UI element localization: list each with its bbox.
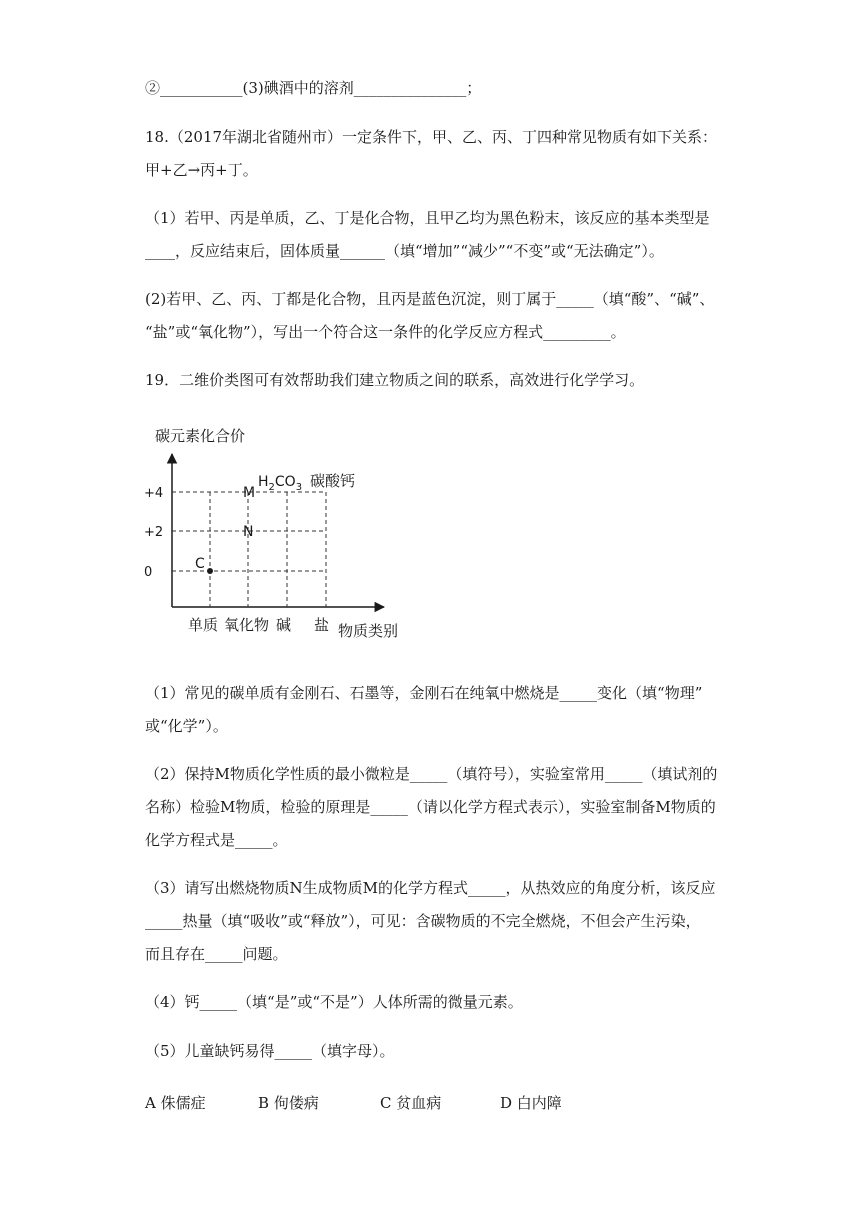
valence-class-chart: [140, 420, 420, 645]
annotation-calcium-carbonate: 碳酸钙: [310, 472, 356, 490]
q19-part1-line2: 或“化学”）。: [145, 717, 228, 735]
y-axis-label: 碳元素化合价: [155, 427, 246, 445]
q18-part2-line1: (2)若甲、乙、丙、丁都是化合物，且丙是蓝色沉淀，则丁属于_____（填“酸”、“碱”、: [145, 290, 715, 308]
point-c-marker: [207, 568, 213, 574]
q19-part3-line3: 而且存在_____问题。: [145, 945, 288, 963]
q19-part3-line1: （3）请写出燃烧物质N生成物质M的化学方程式_____，从热效应的角度分析，该反应: [145, 879, 716, 897]
x-axis-label: 物质类别: [338, 622, 399, 640]
x-tick-label: 盐: [314, 616, 330, 634]
q18-part1-line2: ____，反应结束后，固体质量______（填“增加”“减少”“不变”或“无法确定”）。: [145, 242, 664, 260]
x-tick-label: 碱: [276, 616, 292, 634]
option-d: D 白内障: [500, 1094, 562, 1112]
option-a: A 侏儒症: [145, 1094, 206, 1112]
prev-answer-line: ②___________(3)碘酒中的溶剂_______________；: [145, 79, 482, 97]
q19-part3-line2: _____热量（填“吸收”或“释放”），可见：含碳物质的不完全燃烧，不但会产生污染，: [145, 912, 701, 930]
q18-equation: 甲+乙→丙+丁。: [145, 161, 258, 179]
x-tick-label: 氧化物: [224, 616, 270, 634]
q19-part4: （4）钙_____（填“是”或“不是”）人体所需的微量元素。: [145, 993, 523, 1011]
y-tick-label: 0: [144, 565, 153, 580]
q19-part1-line1: （1）常见的碳单质有金刚石、石墨等，金刚石在纯氧中燃烧是_____变化（填“物理”: [145, 684, 703, 702]
option-c: C 贫血病: [380, 1094, 442, 1112]
q19-heading: 19．二维价类图可有效帮助我们建立物质之间的联系，高效进行化学学习。: [145, 371, 645, 389]
y-tick-label: +4: [144, 486, 164, 501]
q18-part2-line2: “盐”或“氧化物”），写出一个符合这一条件的化学反应方程式_________。: [145, 323, 626, 341]
point-label: M: [243, 485, 256, 501]
q18-heading: 18.（2017年湖北省随州市）一定条件下，甲、乙、丙、丁四种常见物质有如下关系：: [145, 128, 718, 146]
q19-part2-line3: 化学方程式是_____。: [145, 831, 288, 849]
x-tick-label: 单质: [188, 616, 219, 634]
point-label: C: [195, 556, 205, 572]
y-tick-label: +2: [144, 525, 164, 540]
q19-part2-line1: （2）保持M物质化学性质的最小微粒是_____（填符号），实验室常用_____（填试剂的: [145, 765, 718, 783]
q19-part5: （5）儿童缺钙易得_____（填字母）。: [145, 1042, 395, 1060]
q18-part1-line1: （1）若甲、丙是单质，乙、丁是化合物，且甲乙均为黑色粉末，该反应的基本类型是: [145, 209, 710, 227]
point-label: N: [243, 524, 254, 540]
q19-part2-line2: 名称）检验M物质，检验的原理是_____（请以化学方程式表示），实验室制备M物质的: [145, 798, 716, 816]
annotation-h2co3: $H_2CO_3$: [258, 474, 303, 493]
option-b: B 佝偻病: [258, 1094, 319, 1112]
